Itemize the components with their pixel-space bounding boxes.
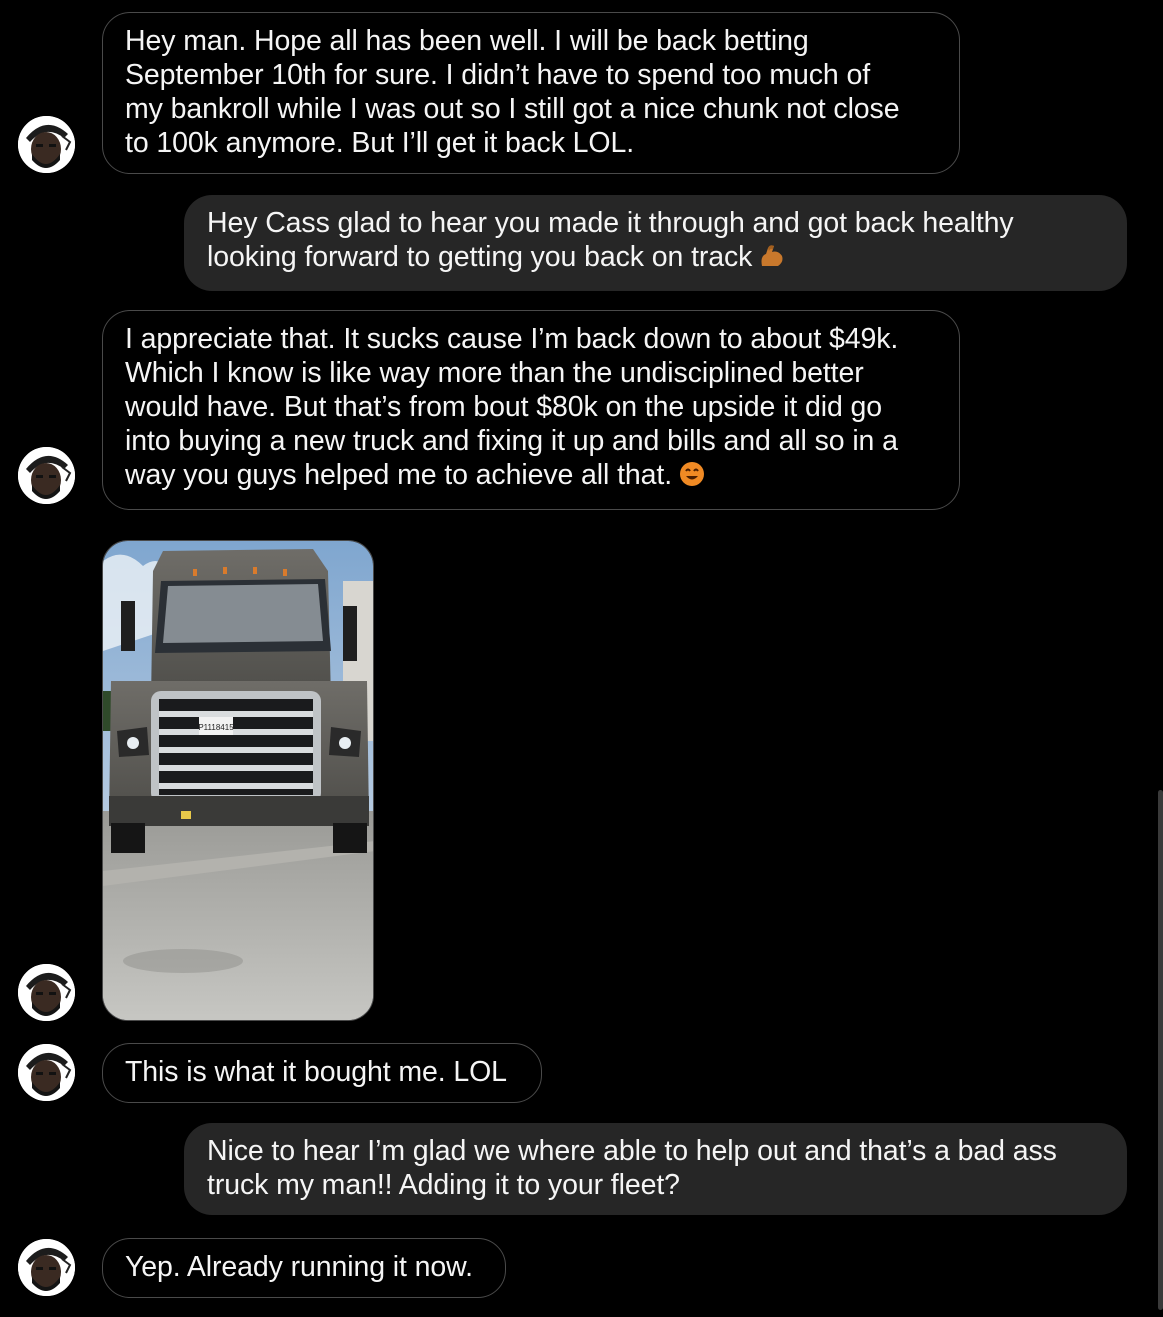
scrollbar[interactable] <box>1158 790 1163 1310</box>
outgoing-message-bubble[interactable] <box>184 1123 1127 1215</box>
incoming-message-bubble[interactable] <box>102 1238 506 1298</box>
message-text-line: September 10th for sure. I didn’t have to spend too much of <box>125 59 871 91</box>
message-text-line: would have. But that’s from bout $80k on the upside it did go <box>125 391 883 423</box>
incoming-message-bubble[interactable] <box>102 1043 542 1103</box>
truck-photo <box>103 541 374 1021</box>
message-text-line: my bankroll while I was out so I still got a nice chunk not close <box>125 93 900 125</box>
message-text-line: looking forward to getting you back on track <box>207 241 753 273</box>
message-text-line: Hey Cass glad to hear you made it through and got back healthy <box>207 207 1014 239</box>
message-text-line: Hey man. Hope all has been well. I will be back betting <box>125 25 809 57</box>
contact-avatar[interactable] <box>18 1239 75 1296</box>
message-text-line: to 100k anymore. But I’ll get it back LOL. <box>125 127 635 159</box>
message-text-line: Which I know is like way more than the undisciplined better <box>125 357 864 389</box>
message-text-line: This is what it bought me. LOL <box>125 1056 507 1088</box>
flexed-biceps-emoji-icon <box>758 242 786 278</box>
license-plate-text: P1118415 <box>198 723 234 732</box>
message-text-line: I appreciate that. It sucks cause I’m back down to about $49k. <box>125 323 899 355</box>
truck-photo-attachment[interactable] <box>102 540 374 1021</box>
contact-avatar[interactable] <box>18 116 75 173</box>
contact-avatar[interactable] <box>18 447 75 504</box>
message-text-line: into buying a new truck and fixing it up and bills and all so in a <box>125 425 898 457</box>
smiling-face-emoji-icon <box>678 460 706 496</box>
contact-avatar[interactable] <box>18 964 75 1021</box>
message-text-line: Yep. Already running it now. <box>125 1251 473 1283</box>
outgoing-message-bubble[interactable] <box>184 195 1127 291</box>
incoming-message-bubble[interactable] <box>102 12 960 174</box>
message-text-line: Nice to hear I’m glad we where able to help out and that’s a bad ass <box>207 1135 1057 1167</box>
message-text-line: truck my man!! Adding it to your fleet? <box>207 1169 680 1201</box>
incoming-message-bubble[interactable] <box>102 310 960 510</box>
message-text-line: way you guys helped me to achieve all that. <box>125 459 673 491</box>
contact-avatar[interactable] <box>18 1044 75 1101</box>
